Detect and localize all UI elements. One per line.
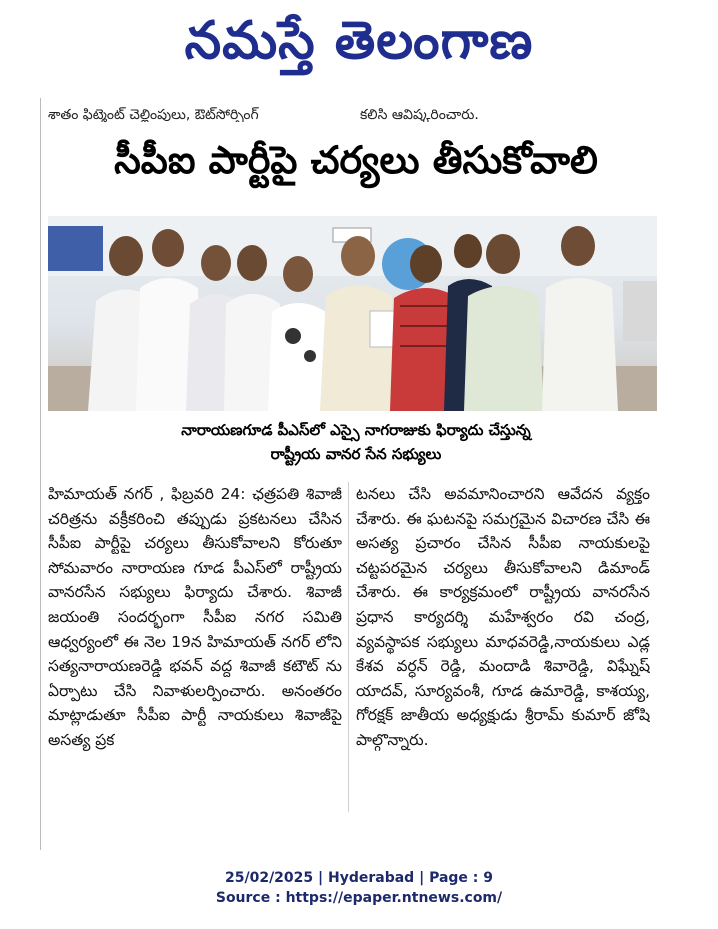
photo-wall-banner [48, 226, 103, 271]
page-footer [0, 868, 718, 908]
edition-info: 25/02/2025 | Hyderabad | Page : 9 [224, 870, 494, 886]
previous-article-right-text: కలిసి ఆవిష్కరించారు. [360, 107, 479, 122]
previous-article-strip [40, 100, 672, 122]
article-clipping [40, 98, 672, 850]
news-photo [48, 216, 657, 411]
article-body-left-column: హిమాయత్ నగర్ , ఫిబ్రవరి 24: ఛత్రపతి శివాజీ చరిత్రను వక్రీకరించి తప్పుడు ప్రకటనలు చేసిన సీపీఐ పార్టీపై చర్యలు తీసుకోవాలని కోరుతూ సోమవారం నారాయణ గూడ పీఎస్‌లో రాష్ట్రీయ వానరసేన సభ్యులు ఫిర్యాదు చేశారు. శివాజీ జయంతి సందర్భంగా సీపీఐ నగర సమితి ఆధ్వర్యంలో ఈ నెల 19న హిమాయత్ నగర్ లోని సత్యనారాయణరెడ్డి భవన్ వద్ద శివాజీ కటౌట్ ను ఏర్పాటు చేసి నివాళులర్పించారు. అనంతరం మాట్లాడుతూ సీపీఐ పార్టీ నాయకులు శివాజీపై అసత్య ప్రక [48, 485, 342, 749]
newspaper-masthead: నమస్తే తెలంగాణ [184, 11, 534, 71]
previous-article-left-text: శాతం ఫిట్మెంట్ చెల్లింపులు, ఔట్‌సోర్సింగ్ [48, 107, 259, 122]
photo-wall-monitor [623, 281, 657, 341]
source-link[interactable]: Source : https://epaper.ntnews.com/ [215, 890, 503, 906]
column-divider [348, 482, 349, 812]
article-headline: సీపీఐ పార్టీపై చర్యలు తీసుకోవాలి [114, 138, 598, 182]
photo-caption-line1: నారాయణగూడ పీఎస్‌లో ఎస్సై నాగరాజుకు ఫిర్యాదు చేస్తున్న [181, 421, 531, 439]
article-body-right-column: టనలు చేసి అవమానించారని ఆవేదన వ్యక్తం చేశారు. ఈ ఘటనపై సమగ్రమైన విచారణ చేసి ఈ అసత్య ప్రచారం చేసిన సీపీఐ నాయకులపై చట్టపరమైన చర్యలు తీసుకోవాలని డిమాండ్ చేశారు. ఈ కార్యక్రమంలో రాష్ట్రీయ వానరసేన ప్రధాన కార్యదర్శి మహేశ్వరం రవి చంద్ర, వ్యవస్థాపక సభ్యులు మాధవరెడ్డి,నాయకులు ఎడ్ల కేశవ వర్ధన్ రెడ్డి, మందాడి శివారెడ్డి, విఘ్నేష్ యాదవ్, సూర్యవంశీ, గూడ ఉమారెడ్డి, కాశయ్య, గోరక్షక్ జాతీయ అధ్యక్షుడు శ్రీరామ్ కుమార్ జోషి పాల్గొన్నారు. [356, 485, 650, 749]
photo-caption-line2: రాష్ట్రీయ వానర సేన సభ్యులు [270, 445, 442, 463]
photo-caption [40, 418, 672, 470]
person-5 [268, 256, 330, 411]
group-photo-illustration [48, 216, 657, 411]
